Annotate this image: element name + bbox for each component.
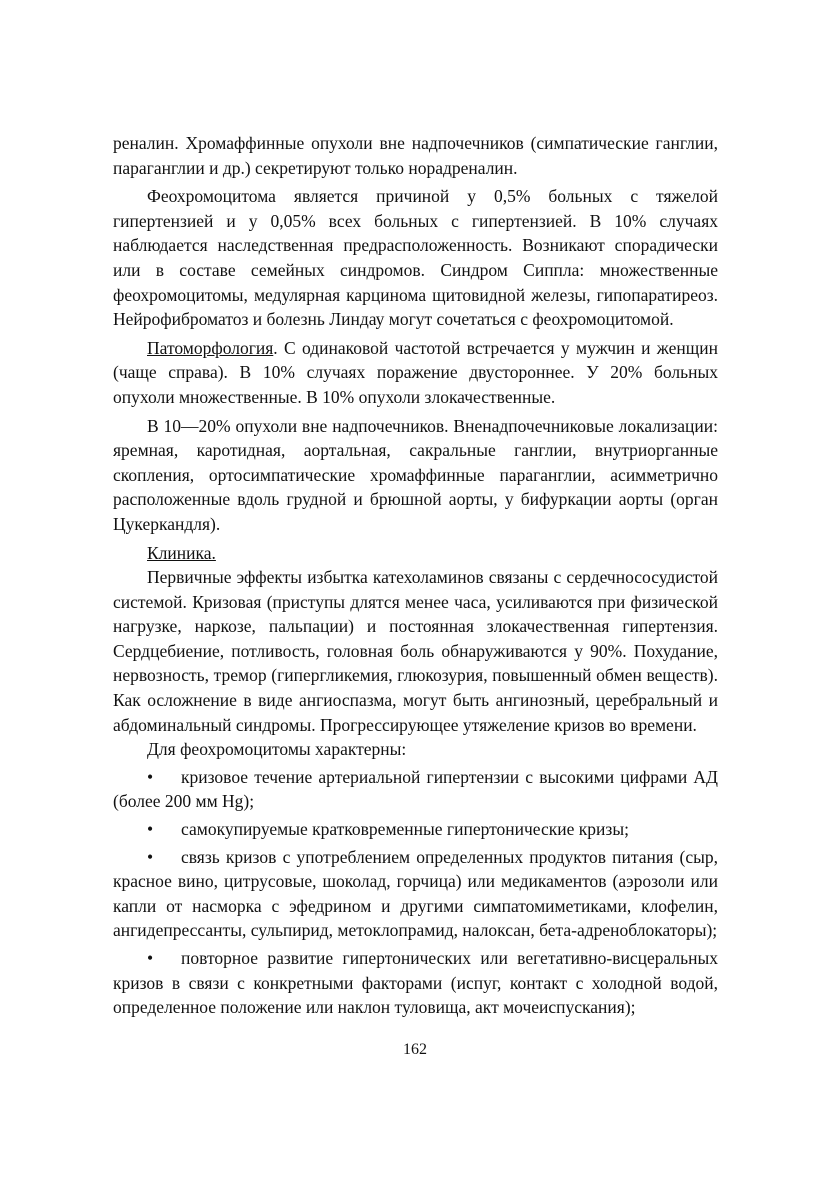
paragraph-2: Феохромоцитома является причиной у 0,5% больных с тяжелой гипертензией и у 0,05% всех больных с гипертензией. В 10% случаях наблюдается наследственная предрасположенность. Возникают спорадически или в составе семейных синдромов. Синдром Сиппла: множественные феохромоцитомы, медулярная карцинома щитовидной железы, гипопаратиреоз. Нейрофиброматоз и болезнь Линдау могут сочетаться с феохромоцитомой. [113, 186, 718, 330]
page-number: 162 [403, 1041, 427, 1058]
list-item [113, 817, 718, 842]
section-heading-pathomorphology: Патоморфология [147, 337, 274, 358]
paragraph-4: В 10—20% опухоли вне надпочечников. Вненадпочечниковые локализации: яремная, каротидная, аортальная, сакральные ганглии, внутриорганные скопления, ортосимпатические хромаффинные параганглии, асимметрично расположенные вдоль грудной и брюшной аорты, у бифуркации аорты (орган Цукеркандля). [113, 415, 718, 534]
bullet-icon: • [147, 819, 154, 840]
list-item-text: самокупируемые кратковременные гипертонические кризы; [181, 819, 629, 840]
paragraph-6: Для феохромоцитомы характерны: [147, 739, 407, 760]
page-body [113, 131, 718, 1020]
list-item [113, 765, 718, 814]
paragraph-3-text: . С одинаковой частотой встречается у мужчин и женщин (чаще справа). В 10% случаях поражение двустороннее. У 20% больных опухоли множественные. В 10% опухоли злокачественные. [113, 337, 718, 407]
list-item [113, 845, 718, 943]
bullet-icon: • [147, 846, 154, 867]
list-item-text: связь кризов с употреблением определенных продуктов питания (сыр, красное вино, цитрусовые, шоколад, горчица) или медикаментов (аэрозоли или капли от насморка с эфедрином и другими симпатомиметиками, клофелин, ангидепрессанты, сульпирид, метоклопрамид, налоксан, бета-адреноблокаторы); [113, 846, 718, 941]
section-heading-clinic-line [113, 541, 718, 566]
list-item-text: кризовое течение артериальной гипертензии с высокими цифрами АД (более 200 мм Hg); [113, 766, 718, 812]
paragraph-1: реналин. Хромаффинные опухоли вне надпочечников (симпатические ганглии, параганглии и др.) секретируют только норадреналин. [113, 133, 718, 178]
paragraph-3 [113, 336, 718, 410]
section-heading-clinic: Клиника. [147, 542, 216, 563]
list-item-text: повторное развитие гипертонических или вегетативно-висцеральных кризов в связи с конкретными факторами (испуг, контакт с холодной водой, определенное положение или наклон туловища, акт мочеиспускания); [113, 948, 718, 1018]
bullet-icon: • [147, 766, 154, 787]
list-item [113, 946, 718, 1020]
paragraph-5: Первичные эффекты избытка катехоламинов связаны с сердечнососудистой системой. Кризовая (приступы длятся менее часа, усиливаются при физической нагрузке, наркозе, пальпации) и постоянная злокачественная гипертензия. Сердцебиение, потливость, головная боль обнаруживаются у 90%. Похудание, нервозность, тремор (гипергликемия, глюкозурия, повышенный обмен веществ). Как осложнение в виде ангиоспазма, могут быть ангинозный, церебральный и абдоминальный синдромы. Прогрессирующее утяжеление кризов во времени. [113, 567, 718, 735]
bullet-icon: • [147, 948, 154, 968]
bullet-list [113, 765, 718, 1020]
